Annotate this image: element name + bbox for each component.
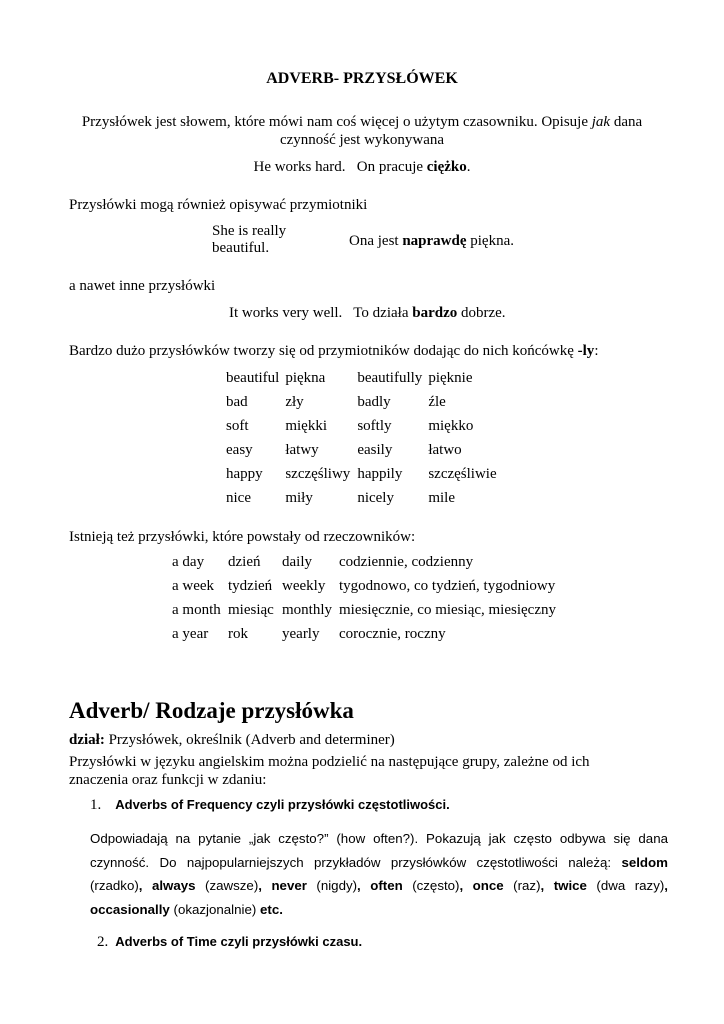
adverb-occasionally: , occasionally — [90, 878, 668, 917]
table-cell: easily — [357, 441, 393, 458]
page-title: ADVERB- PRZYSŁÓWEK — [266, 70, 458, 87]
adverb-always: , always — [138, 878, 196, 893]
list-item-title: Adverbs of Frequency czyli przysłówki częstotliwości. — [115, 797, 450, 812]
section-adjectives: Przysłówki mogą również opisywać przymiotniki — [69, 197, 368, 213]
example-bold: bardzo — [412, 305, 458, 321]
table-cell: źle — [428, 393, 446, 410]
ly-rule-colon: : — [594, 343, 599, 359]
section-heading: Adverb/ Rodzaje przysłówka — [69, 698, 354, 723]
example-pl: On pracuje — [356, 159, 427, 175]
section-adverbs: a nawet inne przysłówki — [69, 278, 216, 294]
table-row — [172, 550, 562, 574]
table-row — [172, 622, 562, 646]
example-en: It works very well. — [229, 305, 343, 321]
adverb-seldom: seldom — [621, 854, 668, 870]
etc: etc. — [260, 901, 283, 917]
ly-suffix: -ly — [577, 343, 595, 359]
groups-intro: Przysłówki w języku angielskim można podzielić na następujące grupy, zależne od ich znaczenia oraz funkcji w zdaniu: — [69, 754, 590, 788]
example-beautiful-en — [212, 223, 286, 257]
example-pl-end: piękna. — [466, 233, 514, 249]
table-cell: rok — [228, 625, 248, 642]
table-cell: daily — [282, 553, 312, 570]
list-number: 2. — [97, 934, 109, 950]
ly-rule — [69, 342, 598, 360]
intro-text: Przysłówek jest słowem, które mówi nam coś więcej o użytym czasowniku. Opisuje — [81, 114, 592, 130]
table-cell: a year — [172, 625, 209, 642]
para-text: (dwa razy) — [586, 878, 665, 893]
ly-rule-text: Bardzo dużo przysłówków tworzy się od przymiotników dodając do nich końcówkę — [69, 343, 578, 359]
table-cell: zły — [285, 393, 304, 410]
dzial-label: dział: — [69, 732, 105, 748]
adverb-twice: , twice — [540, 878, 587, 893]
para-text: Odpowiadają na pytanie „jak często?” (how often?). Pokazują jak często odbywa się dana czynność. Do najpopularniejszych przykładów przysłówków częstotliwości należą: — [90, 831, 668, 870]
table-cell: tygodnowo, co tydzień, tygodniowy — [339, 577, 556, 594]
example-en-line2: beautiful. — [212, 240, 270, 256]
table-cell: szczęśliwy — [285, 465, 351, 482]
table-cell: miesięcznie, co miesiąc, miesięczny — [339, 601, 556, 618]
adverb-never: , never — [258, 878, 307, 893]
table-row — [226, 438, 518, 462]
list-number: 1. — [90, 797, 102, 813]
table-row — [226, 462, 518, 486]
intro-paragraph — [70, 113, 654, 149]
table-row — [226, 414, 518, 438]
table-cell: dzień — [228, 553, 261, 570]
example-beautiful-pl — [349, 232, 514, 250]
list-item-frequency — [90, 796, 450, 814]
dzial-line — [69, 731, 395, 749]
table-cell: łatwy — [285, 441, 319, 458]
example-en: He works hard. — [253, 159, 346, 175]
table-cell: monthly — [282, 601, 333, 618]
table-cell: soft — [226, 417, 249, 434]
example-punct: . — [466, 159, 471, 175]
adverb-often: , often — [357, 878, 403, 893]
table-cell: beautifully — [357, 369, 423, 386]
table-cell: bad — [226, 393, 248, 410]
table-cell: nice — [226, 489, 251, 506]
table-cell: miękki — [285, 417, 327, 434]
example-en-line1: She is really — [212, 223, 287, 239]
table-cell: miesiąc — [228, 601, 274, 618]
para-text: (zawsze) — [195, 878, 259, 893]
table-cell: easy — [226, 441, 253, 458]
frequency-paragraph — [90, 827, 668, 921]
table-cell: piękna — [285, 369, 326, 386]
list-item-title: Adverbs of Time czyli przysłówki czasu. — [115, 934, 363, 949]
table-row — [172, 574, 562, 598]
table-cell: happy — [226, 465, 263, 482]
table-row — [226, 486, 518, 510]
noun-rule: Istnieją też przysłówki, które powstały od rzeczowników: — [69, 529, 416, 545]
table-cell: a week — [172, 577, 215, 594]
table-cell: miękko — [428, 417, 474, 434]
table-cell: yearly — [282, 625, 320, 642]
table-cell: codziennie, codzienny — [339, 553, 474, 570]
list-item-time — [97, 933, 362, 951]
table-cell: corocznie, roczny — [339, 625, 446, 642]
table-cell: mile — [428, 489, 455, 506]
table-cell: łatwo — [428, 441, 462, 458]
table-cell: weekly — [282, 577, 326, 594]
example-bold: ciężko — [426, 159, 467, 175]
table-cell: szczęśliwie — [428, 465, 497, 482]
intro-italic: jak — [591, 114, 611, 130]
example-hard — [0, 158, 724, 176]
adverb-once: , once — [459, 878, 504, 893]
table-row — [226, 390, 518, 414]
table-row — [172, 598, 562, 622]
table-cell: miły — [285, 489, 313, 506]
example-bold: naprawdę — [402, 233, 467, 249]
table-cell: badly — [357, 393, 391, 410]
noun-table — [172, 550, 562, 646]
table-cell: pięknie — [428, 369, 473, 386]
dzial-text: Przysłówek, określnik (Adverb and determiner) — [104, 732, 395, 748]
example-well — [229, 304, 506, 322]
para-text: (raz) — [503, 878, 541, 893]
table-cell: a month — [172, 601, 221, 618]
table-cell: beautiful — [226, 369, 280, 386]
para-text: (nigdy) — [306, 878, 358, 893]
table-cell: nicely — [357, 489, 394, 506]
para-text: (okazjonalnie) — [169, 901, 260, 917]
example-pl: To działa — [353, 305, 413, 321]
table-cell: happily — [357, 465, 403, 482]
table-cell: a day — [172, 553, 205, 570]
example-pl-end: dobrze. — [457, 305, 506, 321]
table-row — [226, 366, 518, 390]
ly-table — [226, 366, 518, 510]
para-text: (często) — [402, 878, 460, 893]
table-cell: softly — [357, 417, 392, 434]
example-pl: Ona jest — [349, 233, 403, 249]
intro-text-end: dana czynność jest wykonywana — [279, 114, 643, 148]
table-cell: tydzień — [228, 577, 273, 594]
para-text: (rzadko) — [90, 878, 139, 893]
